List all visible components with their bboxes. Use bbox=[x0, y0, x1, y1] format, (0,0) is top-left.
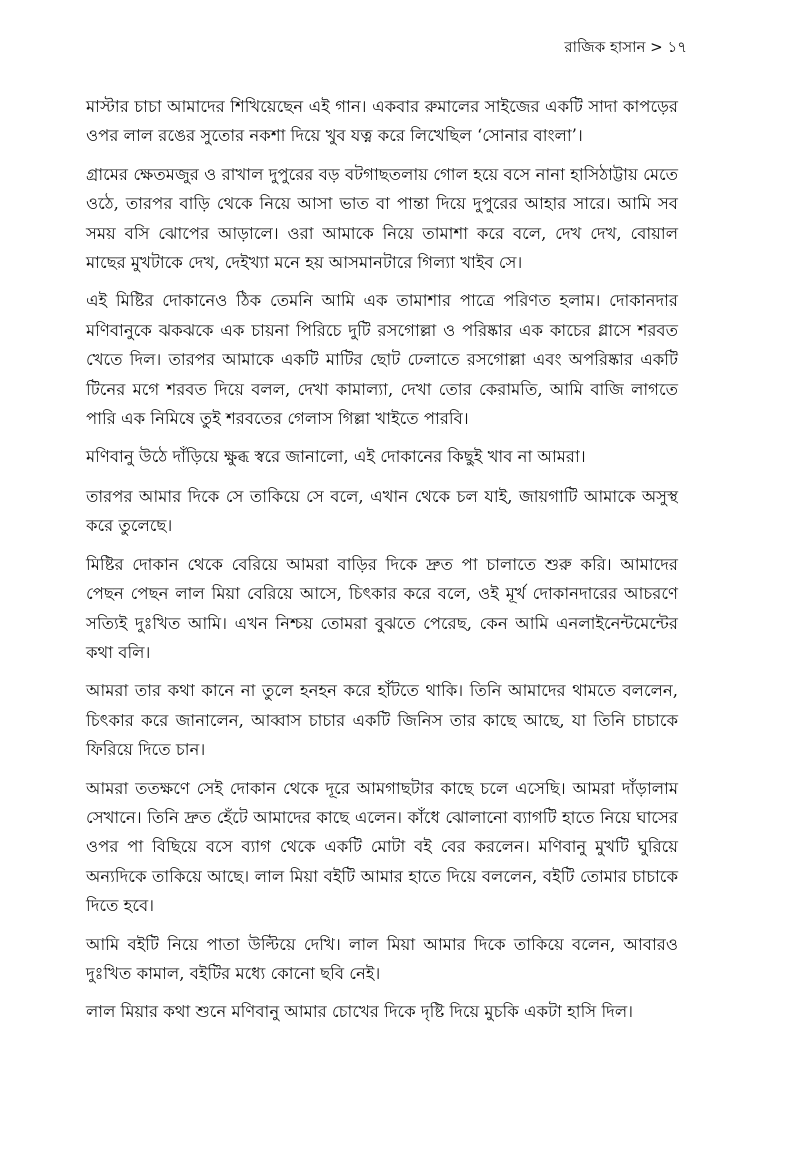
paragraph-1: মাস্টার চাচা আমাদের শিখিয়েছেন এই গান। একবার রুমালের সাইজের একটি সাদা কাপড়ের ওপর লাল রঙের সুতোর নকশা দিয়ে খুব যত্ন করে লিখেছিল ‘সোনার বাংলা’। bbox=[86, 97, 678, 146]
body-text bbox=[86, 92, 678, 1037]
paragraph-3: এই মিষ্টির দোকানেও ঠিক তেমনি আমি এক তামাশার পাত্রে পরিণত হলাম। দোকানদার মণিবানুকে ঝকঝকে এক চায়না পিরিচে দুটি রসগোল্লা ও পরিষ্কার এক কাচের গ্লাসে শরবত খেতে দিল। তারপর আমাকে একটি মাটির ছোট ঢেলাতে রসগোল্লা এবং অপরিষ্কার একটি টিনের মগে শরবত দিয়ে বলল, দেখা কামাল্যা, দেখা তোর কেরামতি, আমি বাজি লাগতে পারি এক নিমিষে তুই শরবতের গেলাস গিল্লা খাইতে পারবি। bbox=[86, 291, 678, 429]
paragraph-8: আমরা ততক্ষণে সেই দোকান থেকে দূরে আমগাছটার কাছে চলে এসেছি। আমরা দাঁড়ালাম সেখানে। তিনি দ্রুত হেঁটে আমাদের কাছে এলেন। কাঁধে ঝোলানো ব্যাগটি হাতে নিয়ে ঘাসের ওপর পা বিছিয়ে বসে ব্যাগ থেকে একটি মোটা বই বের করলেন। মণিবানু মুখটি ঘুরিয়ে অন্যদিকে তাকিয়ে আছে। লাল মিয়া বইটি আমার হাতে দিয়ে বললেন, বইটি তোমার চাচাকে দিতে হবে। bbox=[86, 778, 678, 916]
paragraph-5: তারপর আমার দিকে সে তাকিয়ে সে বলে, এখান থেকে চল যাই, জায়গাটি আমাকে অসুস্থ করে তুলেছে। bbox=[86, 486, 678, 536]
paragraph-6: মিষ্টির দোকান থেকে বেরিয়ে আমরা বাড়ির দিকে দ্রুত পা চালাতে শুরু করি। আমাদের পেছন পেছন লাল মিয়া বেরিয়ে আসে, চিৎকার করে বলে, ওই মূর্খ দোকানদারের আচরণে সত্যিই দুঃখিত আমি। এখন নিশ্চয় তোমরা বুঝতে পেরেছ, কেন আমি এনলাইনেন্টমেন্টের কথা বলি। bbox=[86, 554, 678, 662]
paragraph-4: মণিবানু উঠে দাঁড়িয়ে ক্ষুব্ধ স্বরে জানালো, এই দোকানের কিছুই খাব না আমরা। bbox=[86, 447, 586, 467]
running-header: রাজিক হাসান > ১৭ bbox=[564, 38, 687, 56]
paragraph-9: আমি বইটি নিয়ে পাতা উল্টিয়ে দেখি। লাল মিয়া আমার দিকে তাকিয়ে বলেন, আবারও দুঃখিত কামাল, বইটির মধ্যে কোনো ছবি নেই। bbox=[86, 934, 678, 983]
paragraph-10: লাল মিয়ার কথা শুনে মণিবানু আমার চোখের দিকে দৃষ্টি দিয়ে মুচকি একটা হাসি দিল। bbox=[86, 1002, 634, 1022]
paragraph-7: আমরা তার কথা কানে না তুলে হনহন করে হাঁটতে থাকি। তিনি আমাদের থামতে বললেন, চিৎকার করে জানালেন, আব্বাস চাচার একটি জিনিস তার কাছে আছে, যা তিনি চাচাকে ফিরিয়ে দিতে চান। bbox=[86, 681, 678, 760]
paragraph-2: গ্রামের ক্ষেতমজুর ও রাখাল দুপুরের বড় বটগাছতলায় গোল হয়ে বসে নানা হাসিঠাট্টায় মেতে ওঠে, তারপর বাড়ি থেকে নিয়ে আসা ভাত বা পান্তা দিয়ে দুপুরের আহার সারে। আমি সব সময় বসি ঝোপের আড়ালে। ওরা আমাকে নিয়ে তামাশা করে বলে, দেখ দেখ, বোয়াল মাছের মুখটাকে দেখ, দেইখ্যা মনে হয় আসমানটারে গিল্যা খাইব সে। bbox=[86, 164, 678, 273]
